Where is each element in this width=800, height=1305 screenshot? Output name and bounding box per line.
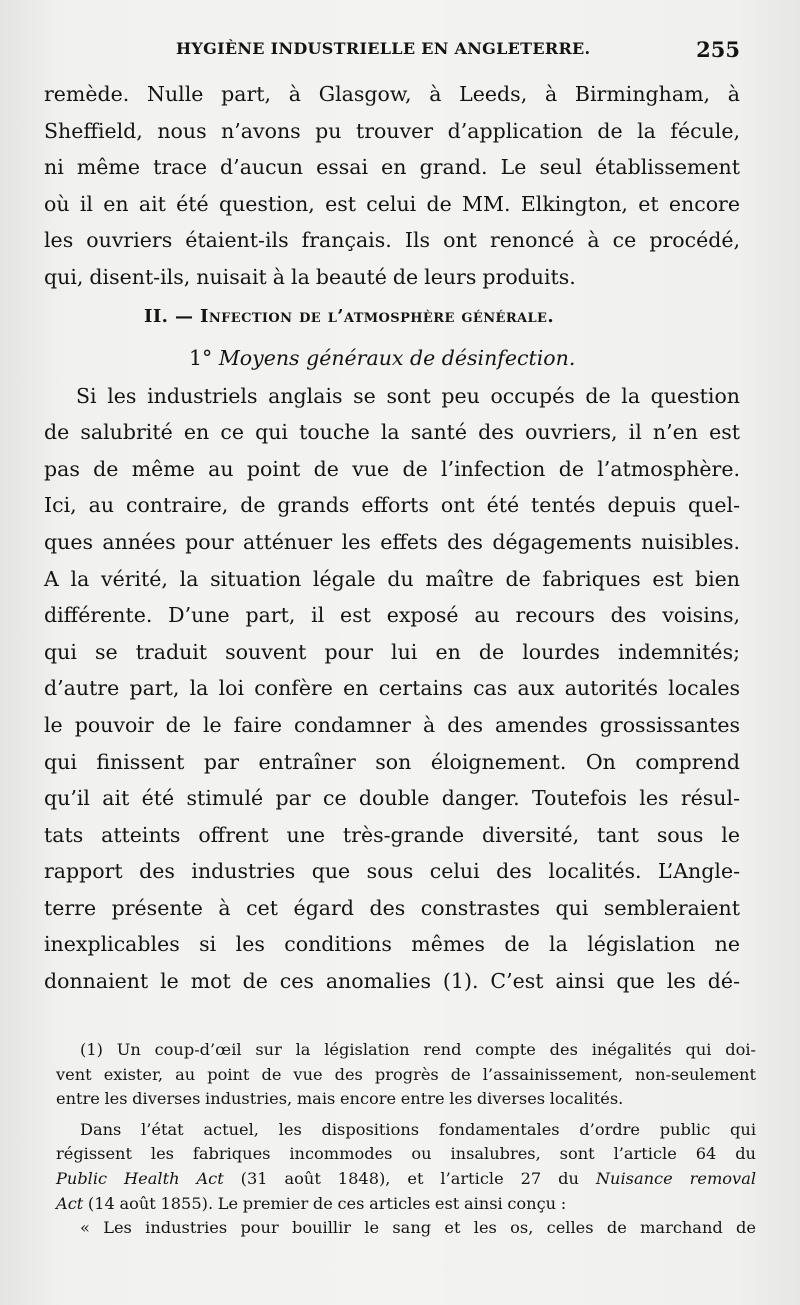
text-line: Sheffield, nous n’avons pu trouver d’application de la fécule, <box>44 118 740 143</box>
text-line: terre présente à cet égard des constrastes qui sembleraient <box>44 895 740 920</box>
act-title: Act <box>56 1193 84 1213</box>
footnote-line: régissent les fabriques incommodes ou insalubres, sont l’article 64 du <box>56 1144 756 1164</box>
text-line: donnaient le mot de ces anomalies (1). C’est ainsi que les dé- <box>44 969 740 994</box>
subsection-title: Moyens généraux de désinfection. <box>218 345 576 370</box>
footnote-text: (31 août 1848), et l’article 27 du <box>223 1168 596 1188</box>
footnote-line: Dans l’état actuel, les dispositions fondamentales d’ordre public qui <box>80 1119 756 1139</box>
text-line: d’autre part, la loi confère en certains cas aux autorités locales <box>44 676 740 701</box>
section-title: Infection de l’atmosphère générale. <box>200 305 555 327</box>
text-line: différente. D’une part, il est exposé au recours des voisins, <box>44 603 740 628</box>
footnote-line: entre les diverses industries, mais encore entre les diverses localités. <box>56 1089 624 1109</box>
text-line: A la vérité, la situation légale du maître de fabriques est bien <box>44 566 740 591</box>
text-line: inexplicables si les conditions mêmes de la législation ne <box>44 932 740 957</box>
page-header <box>44 37 740 67</box>
text-line: pas de même au point de vue de l’infection de l’atmosphère. <box>44 456 740 481</box>
page-number: 255 <box>696 37 740 62</box>
text-line: qui finissent par entraîner son éloignement. On comprend <box>44 749 740 774</box>
running-title: HYGIÈNE INDUSTRIELLE EN ANGLETERRE. <box>176 39 591 58</box>
text-line: Ici, au contraire, de grands efforts ont été tentés depuis quel- <box>44 493 740 518</box>
section-heading <box>44 296 740 338</box>
footnote-line <box>56 1192 756 1217</box>
footnote-text: (14 août 1855). Le premier de ces articles est ainsi conçu : <box>83 1193 567 1213</box>
text-line: rapport des industries que sous celui des localités. L’Angle- <box>44 859 740 884</box>
text-line: où il en ait été question, est celui de MM. Elkington, et encore <box>44 191 740 216</box>
text-line: Si les industriels anglais se sont peu occupés de la question <box>76 383 740 408</box>
footnote-line <box>56 1167 756 1192</box>
footnote-line: (1) Un coup-d’œil sur la législation rend compte des inégalités qui doi- <box>80 1040 756 1059</box>
text-line: tats atteints offrent une très-grande diversité, tant sous le <box>44 822 740 847</box>
footnote-line: vent exister, au point de vue des progrès de l’assainissement, non-seulement <box>56 1064 756 1084</box>
main-text <box>44 76 740 1000</box>
subsection-heading <box>44 338 740 378</box>
text-line: ni même trace d’aucun essai en grand. Le seul établissement <box>44 155 740 180</box>
text-line: qui se traduit souvent pour lui en de lourdes indemnités; <box>44 639 740 664</box>
text-line: ques années pour atténuer les effets des dégagements nuisibles. <box>44 529 740 554</box>
section-number: II. — <box>144 305 201 327</box>
footnotes <box>56 1038 756 1241</box>
text-line: qu’il ait été stimulé par ce double danger. Toutefois les résul- <box>44 786 740 811</box>
act-title: Public Health Act <box>56 1168 224 1188</box>
footnote-line: « Les industries pour bouillir le sang et les os, celles de marchand de <box>80 1218 756 1238</box>
text-line: qui, disent-ils, nuisait à la beauté de leurs produits. <box>44 264 576 289</box>
subsection-number: 1° <box>189 345 219 370</box>
text-line: le pouvoir de le faire condamner à des amendes grossissantes <box>44 712 740 737</box>
text-line: les ouvriers étaient-ils français. Ils ont renoncé à ce procédé, <box>44 228 740 253</box>
act-title: Nuisance removal <box>595 1168 757 1188</box>
text-line: remède. Nulle part, à Glasgow, à Leeds, à Birmingham, à <box>44 82 740 106</box>
text-line: de salubrité en ce qui touche la santé des ouvriers, il n’en est <box>44 420 740 445</box>
